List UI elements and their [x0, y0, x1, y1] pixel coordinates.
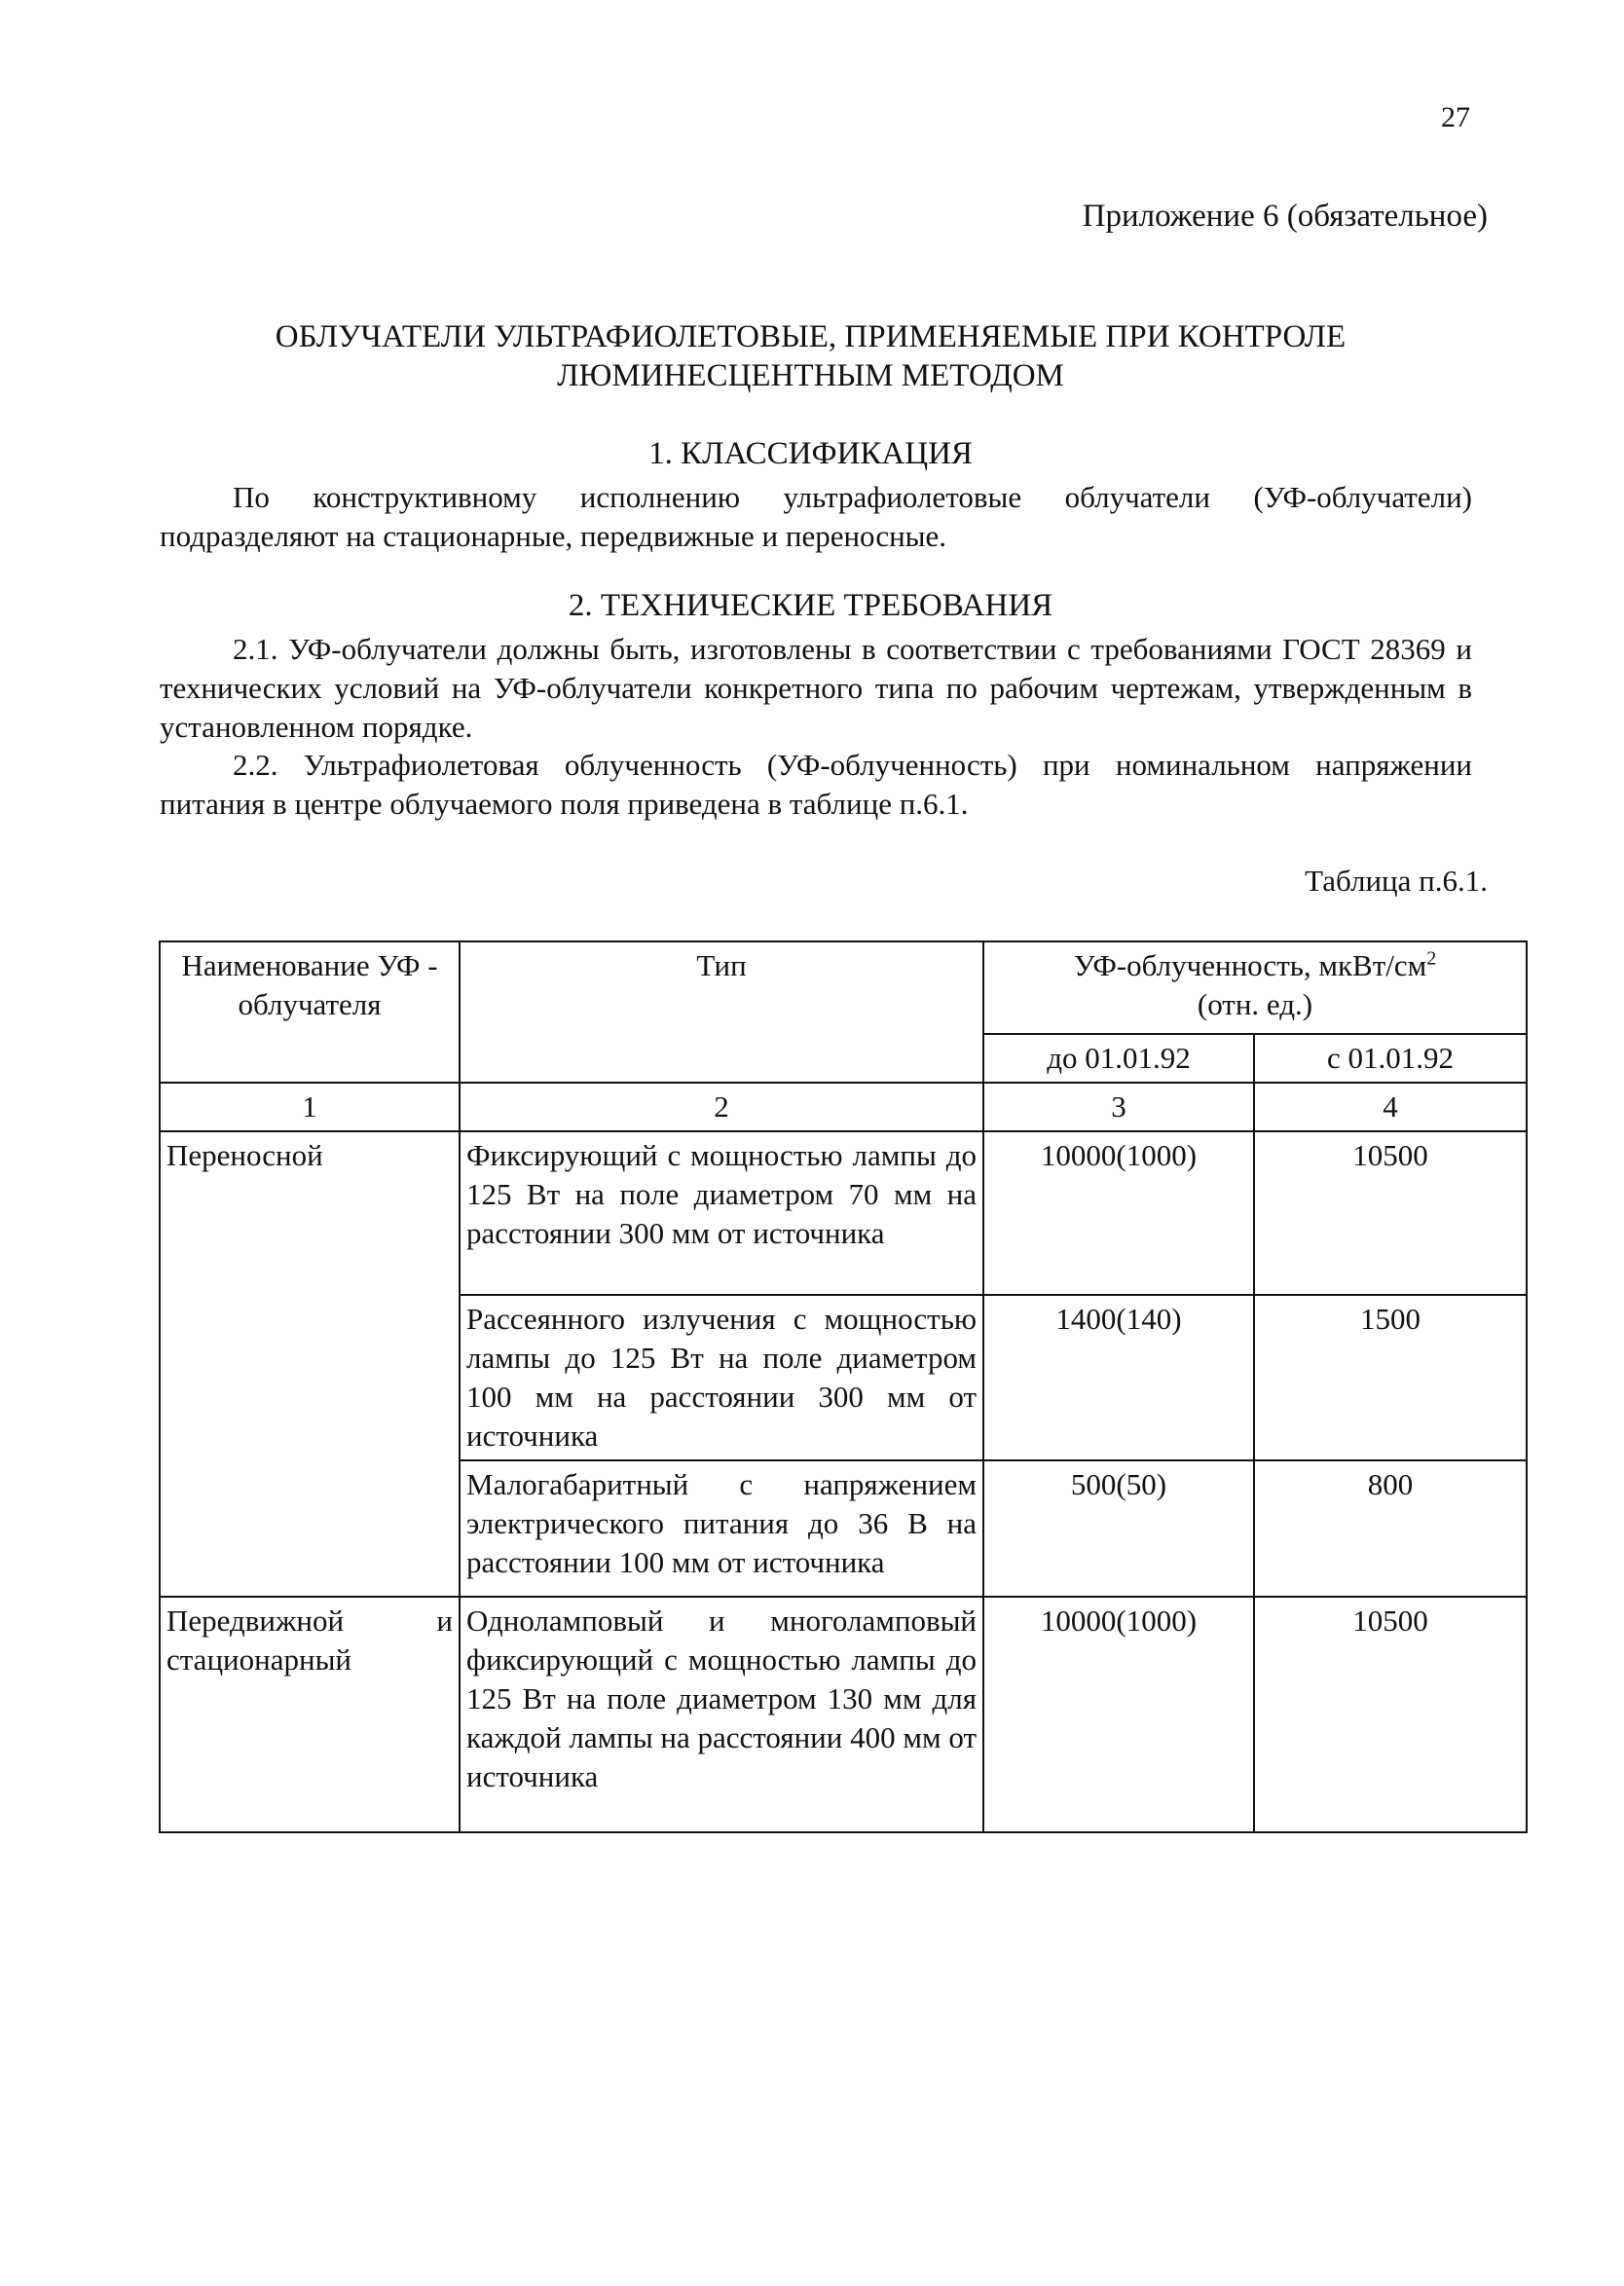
- header-irradiance: [983, 941, 1527, 1034]
- header-after: с 01.01.92: [1254, 1034, 1527, 1083]
- header-type: Тип: [460, 941, 983, 1083]
- row-after: 800: [1254, 1460, 1527, 1597]
- table-row: [160, 1131, 1527, 1295]
- appendix-label: Приложение 6 (обязательное): [1082, 199, 1488, 234]
- header-irradiance-label: УФ-облученность, мкВт/см: [1073, 948, 1427, 982]
- row-after: 1500: [1254, 1295, 1527, 1460]
- header-name: Наименование УФ - облучателя: [160, 941, 460, 1083]
- table-caption: Таблица п.6.1.: [1305, 864, 1488, 898]
- section-2-paragraph-2: 2.2. Ультрафиолетовая облученность (УФ-облученность) при номинальном напряжении питания в центре облучаемого поля приведена в таблице п.6.1.: [160, 748, 1472, 821]
- column-number: 2: [460, 1083, 983, 1131]
- header-before: до 01.01.92: [983, 1034, 1254, 1083]
- row-type: Рассеянного излучения с мощностью лампы до 125 Вт на поле диаметром 100 мм на расстоянии 300 мм от источника: [460, 1295, 983, 1460]
- header-irradiance-sup: 2: [1426, 947, 1437, 970]
- row-type: Одноламповый и многоламповый фиксирующий с мощностью лампы до 125 Вт на поле диаметром 130 мм для каждой лампы на расстоянии 400 мм от источника: [460, 1597, 983, 1832]
- table-header-row: [160, 941, 1527, 1034]
- row-after: 10500: [1254, 1131, 1527, 1295]
- group-name-portable: Переносной: [160, 1131, 460, 1597]
- row-before: 1400(140): [983, 1295, 1254, 1460]
- irradiance-table: [159, 940, 1528, 1833]
- document-title-line-2: ЛЮМИНЕСЦЕНТНЫМ МЕТОДОМ: [557, 358, 1064, 393]
- table-row: [160, 1597, 1527, 1832]
- row-type: Фиксирующий с мощностью лампы до 125 Вт на поле диаметром 70 мм на расстоянии 300 мм от источника: [460, 1131, 983, 1295]
- group-name-mobile-stationary: Передвижной и стационарный: [160, 1597, 460, 1832]
- document-title: [156, 317, 1465, 395]
- row-before: 10000(1000): [983, 1597, 1254, 1832]
- column-number: 3: [983, 1083, 1254, 1131]
- page-number: 27: [1441, 101, 1470, 133]
- header-irradiance-unit: (отн. ед.): [1197, 987, 1313, 1021]
- section-2-paragraph-1: 2.1. УФ-облучатели должны быть, изготовлены в соответствии с требованиями ГОСТ 28369 и технических условий на УФ-облучатели конкретного типа по рабочим чертежам, утвержденным в установленном порядке.: [160, 632, 1472, 744]
- section-1-text: По конструктивному исполнению ультрафиолетовые облучатели (УФ-облучатели) подразделяют на стационарные, передвижные и переносные.: [160, 480, 1472, 553]
- document-title-line-1: ОБЛУЧАТЕЛИ УЛЬТРАФИОЛЕТОВЫЕ, ПРИМЕНЯЕМЫЕ ПРИ КОНТРОЛЕ: [275, 319, 1347, 354]
- row-before: 500(50): [983, 1460, 1254, 1597]
- section-2-title: 2. ТЕХНИЧЕСКИЕ ТРЕБОВАНИЯ: [568, 588, 1053, 623]
- row-after: 10500: [1254, 1597, 1527, 1832]
- table-column-numbers: [160, 1083, 1527, 1131]
- row-type: Малогабаритный с напряжением электрического питания до 36 В на расстоянии 100 мм от источника: [460, 1460, 983, 1597]
- column-number: 1: [160, 1083, 460, 1131]
- row-before: 10000(1000): [983, 1131, 1254, 1295]
- section-1-title: 1. КЛАССИФИКАЦИЯ: [648, 436, 973, 471]
- column-number: 4: [1254, 1083, 1527, 1131]
